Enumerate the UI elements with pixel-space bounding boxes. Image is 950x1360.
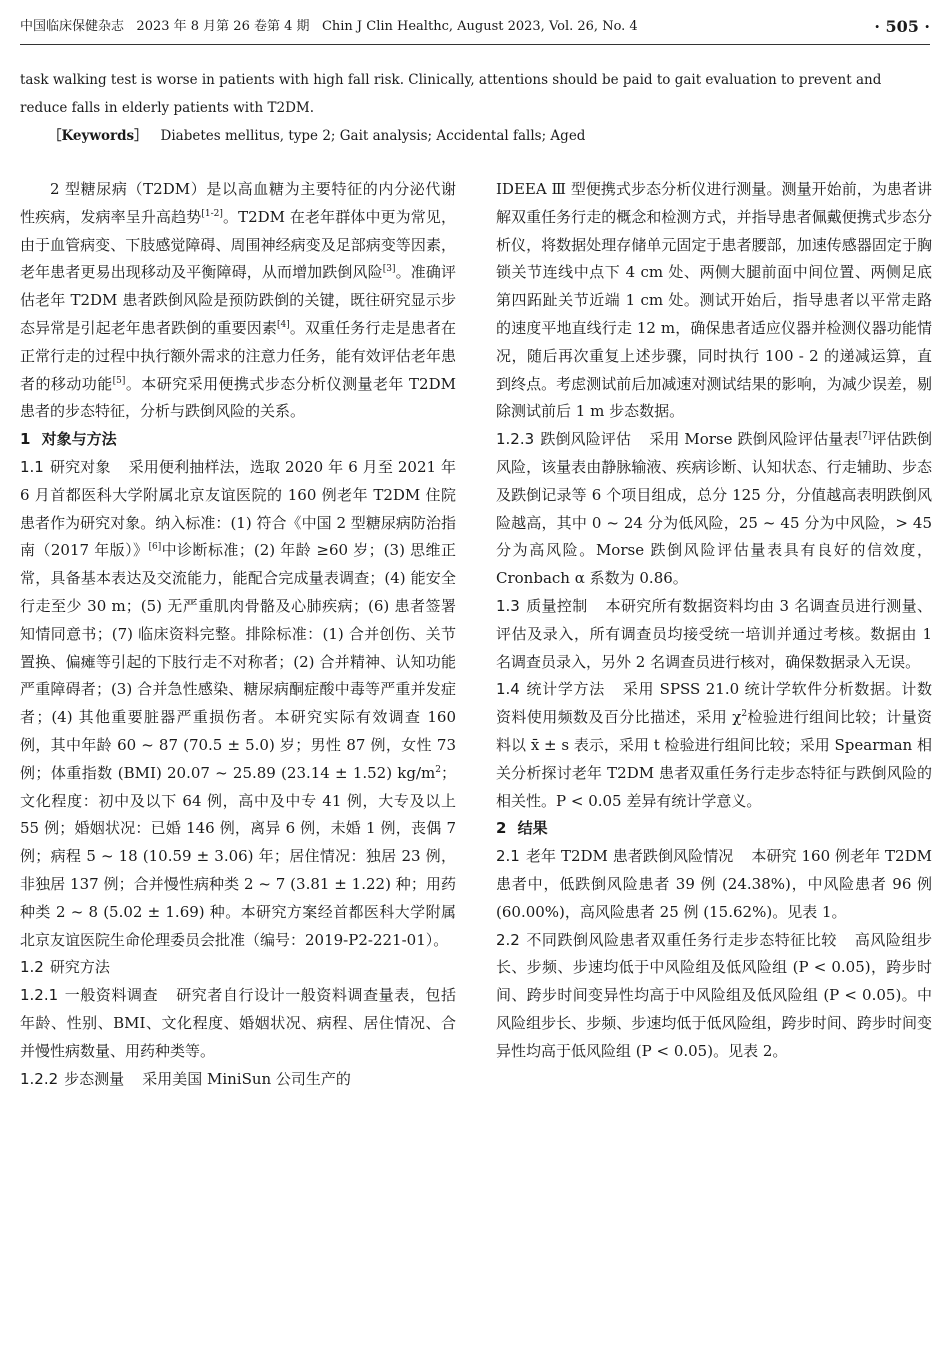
gait-measurement-continued: IDEEA Ⅲ 型便携式步态分析仪进行测量。测量开始前，为患者讲解双重任务行走的概念和检测方式，并指导患者佩戴便携式步态分析仪，将数据处理存储单元固定于患者腰部，加速传感器固定于胸锁关节连线中点下 4 cm 处、两侧大腿前面中间位置、两侧足底第四跖趾关节近端 1 cm 处。测试开始后，指导患者以平常走路的速度平地直线行走 12 m，确保患者适应仪器并检测仪器功能情况，随后再次重复上述步骤，同时执行 100 - 2 的递减运算，直到终点。考虑测试前后加减速对测试结果的影响，为减少误差，剔除测试前后 1 m 步态数据。 bbox=[496, 180, 932, 421]
header-citation bbox=[20, 10, 638, 44]
abstract-tail bbox=[20, 66, 920, 150]
body-columns bbox=[20, 176, 932, 1346]
journal-citation-en: Chin J Clin Healthc, August 2023, Vol. 26, No. 4 bbox=[321, 19, 638, 34]
subsection-statistics: 1.4 统计学方法 采用 SPSS 21.0 统计学软件分析数据。计数资料使用频数及百分比描述，采用 $\chi^2$检验进行组间比较；计量资料以 x̄ ± s 表示，采用 t 检验进行组间比较；采用 Spearman 相关分析探讨老年 T2DM 患者双重任务行走步态特征与跌倒风险的相关性。P < 0.05 差异有统计学意义。 bbox=[496, 680, 932, 810]
citation-ref: [7] bbox=[858, 431, 872, 442]
citation-ref: [3] bbox=[382, 264, 396, 275]
subsection-methods: 1.2 研究方法 bbox=[20, 958, 110, 977]
journal-name-cn: 中国临床保健杂志 bbox=[20, 19, 125, 34]
subsection-gait-comparison: 2.2 不同跌倒风险患者双重任务行走步态特征比较 高风险组步长、步频、步速均低于中风险组及低风险组 (P < 0.05)，跨步时间、跨步时间变异性均高于中风险组及低风险组 (P < 0.05)。中风险组步长、步频、步速均低于低风险组，跨步时间、跨步时间变异性均高于低风险组 (P < 0.05)。见表 2。 bbox=[496, 930, 932, 1060]
section-heading-methods: 1 对象与方法 bbox=[20, 430, 117, 449]
abstract-continuation: task walking test is worse in patients with high fall risk. Clinically, attentions should be paid to gait evaluation to prevent and reduce falls in elderly patients with T2DM. bbox=[20, 72, 882, 116]
citation-ref: [1-2] bbox=[201, 208, 223, 219]
superscript: 2 bbox=[435, 764, 441, 775]
subsection-general-data: 1.2.1 一般资料调查 研究者自行设计一般资料调查量表，包括年龄、性别、BMI、文化程度、婚姻状况、病程、居住情况、合并慢性病数量、用药种类等。 bbox=[20, 986, 456, 1060]
subsection-subjects: 1.1 研究对象 采用便利抽样法，选取 2020 年 6 月至 2021 年 6 月首都医科大学附属北京友谊医院的 160 例老年 T2DM 住院患者作为研究对象。纳入标准：(1) 符合《中国 2 型糖尿病防治指南（2017 年版）》[6]中诊断标准；(2) 年龄 ≥60 岁；(3) 思维正常，具备基本表达及交流能力，能配合完成量表调查；(4) 能安全行走至少 30 m；(5) 无严重肌肉骨骼及心肺疾病；(6) 患者签署知情同意书；(7) 临床资料完整。排除标准：(1) 合并创伤、关节置换、偏瘫等引起的下肢行走不对称者；(2) 合并精神、认知功能严重障碍者；(3) 合并急性感染、糖尿病酮症酸中毒等严重并发症者；(4) 其他重要脏器严重损伤者。本研究实际有效调查 160 例，其中年龄 60 ~ 87 (70.5 ± 5.0) 岁；男性 87 例，女性 73 例；体重指数 (BMI) 20.07 ~ 25.89 (23.14 ± 1.52) $kg/m^2$；文化程度：初中及以下 64 例，高中及中专 41 例，大专及以上 55 例；婚姻状况：已婚 146 例，离异 6 例，未婚 1 例，丧偶 7 例；病程 5 ~ 18 (10.59 ± 3.06) 年；居住情况：独居 23 例，非独居 137 例；合并慢性病种类 2 ~ 7 (3.81 ± 1.22) 种；用药种类 2 ~ 8 (5.02 ± 1.69) 种。本研究方案经首都医科大学附属北京友谊医院生命伦理委员会批准（编号：2019-P2-221-01）。 bbox=[20, 457, 456, 949]
citation-ref: [4] bbox=[276, 319, 290, 330]
superscript: 2 bbox=[741, 709, 748, 720]
running-header bbox=[20, 10, 930, 45]
citation-ref: [5] bbox=[112, 375, 126, 386]
section-heading-results: 2 结果 bbox=[496, 819, 548, 838]
page-number: · 505 · bbox=[874, 17, 930, 36]
issue-date-cn: 2023 年 8 月第 26 卷第 4 期 bbox=[136, 19, 310, 34]
right-column bbox=[496, 176, 932, 1346]
subsection-quality-control: 1.3 质量控制 本研究所有数据资料均由 3 名调查员进行测量、评估及录入，所有调查员均接受统一培训并通过考核。数据由 1 名调查员录入，另外 2 名调查员进行核对，确保数据录入无误。 bbox=[496, 596, 932, 671]
subsection-fall-risk-results: 2.1 老年 T2DM 患者跌倒风险情况 本研究 160 例老年 T2DM 患者中，低跌倒风险患者 39 例 (24.38%)，中风险患者 96 例 (60.00%)，高风险患者 25 例 (15.62%)。见表 1。 bbox=[496, 847, 932, 921]
subsection-gait-measurement: 1.2.2 步态测量 采用美国 MiniSun 公司生产的 bbox=[20, 1069, 351, 1088]
citation-ref: [6] bbox=[148, 542, 162, 553]
keywords-label: ［Keywords］ bbox=[48, 128, 148, 144]
intro-paragraph: 2 型糖尿病（T2DM）是以高血糖为主要特征的内分泌代谢性疾病，发病率呈升高趋势[1-2]。T2DM 在老年群体中更为常见，由于血管病变、下肢感觉障碍、周围神经病变及足部病变等因素，老年患者更易出现移动及平衡障碍，从而增加跌倒风险[3]。准确评估老年 T2DM 患者跌倒风险是预防跌倒的关键，既往研究显示步态异常是引起老年患者跌倒的重要因素[4]。双重任务行走是患者在正常行走的过程中执行额外需求的注意力任务，能有效评估老年患者的移动功能[5]。本研究采用便携式步态分析仪测量老年 T2DM 患者的步态特征，分析与跌倒风险的关系。 bbox=[20, 180, 457, 421]
keywords-text: Diabetes mellitus, type 2; Gait analysis; Accidental falls; Aged bbox=[160, 128, 586, 144]
subsection-fall-risk: 1.2.3 跌倒风险评估 采用 Morse 跌倒风险评估量表[7]评估跌倒风险，该量表由静脉输液、疾病诊断、认知状态、行走辅助、步态及跌倒记录等 6 个项目组成，总分 125 分，分值越高表明跌倒风险越高，其中 0 ~ 24 分为低风险，25 ~ 45 分为中风险，> 45 分为高风险。Morse 跌倒风险评估量表具有良好的信效度，Cronbach α 系数为 0.86。 bbox=[496, 430, 932, 588]
left-column bbox=[20, 176, 456, 1346]
keywords-line bbox=[20, 122, 920, 150]
